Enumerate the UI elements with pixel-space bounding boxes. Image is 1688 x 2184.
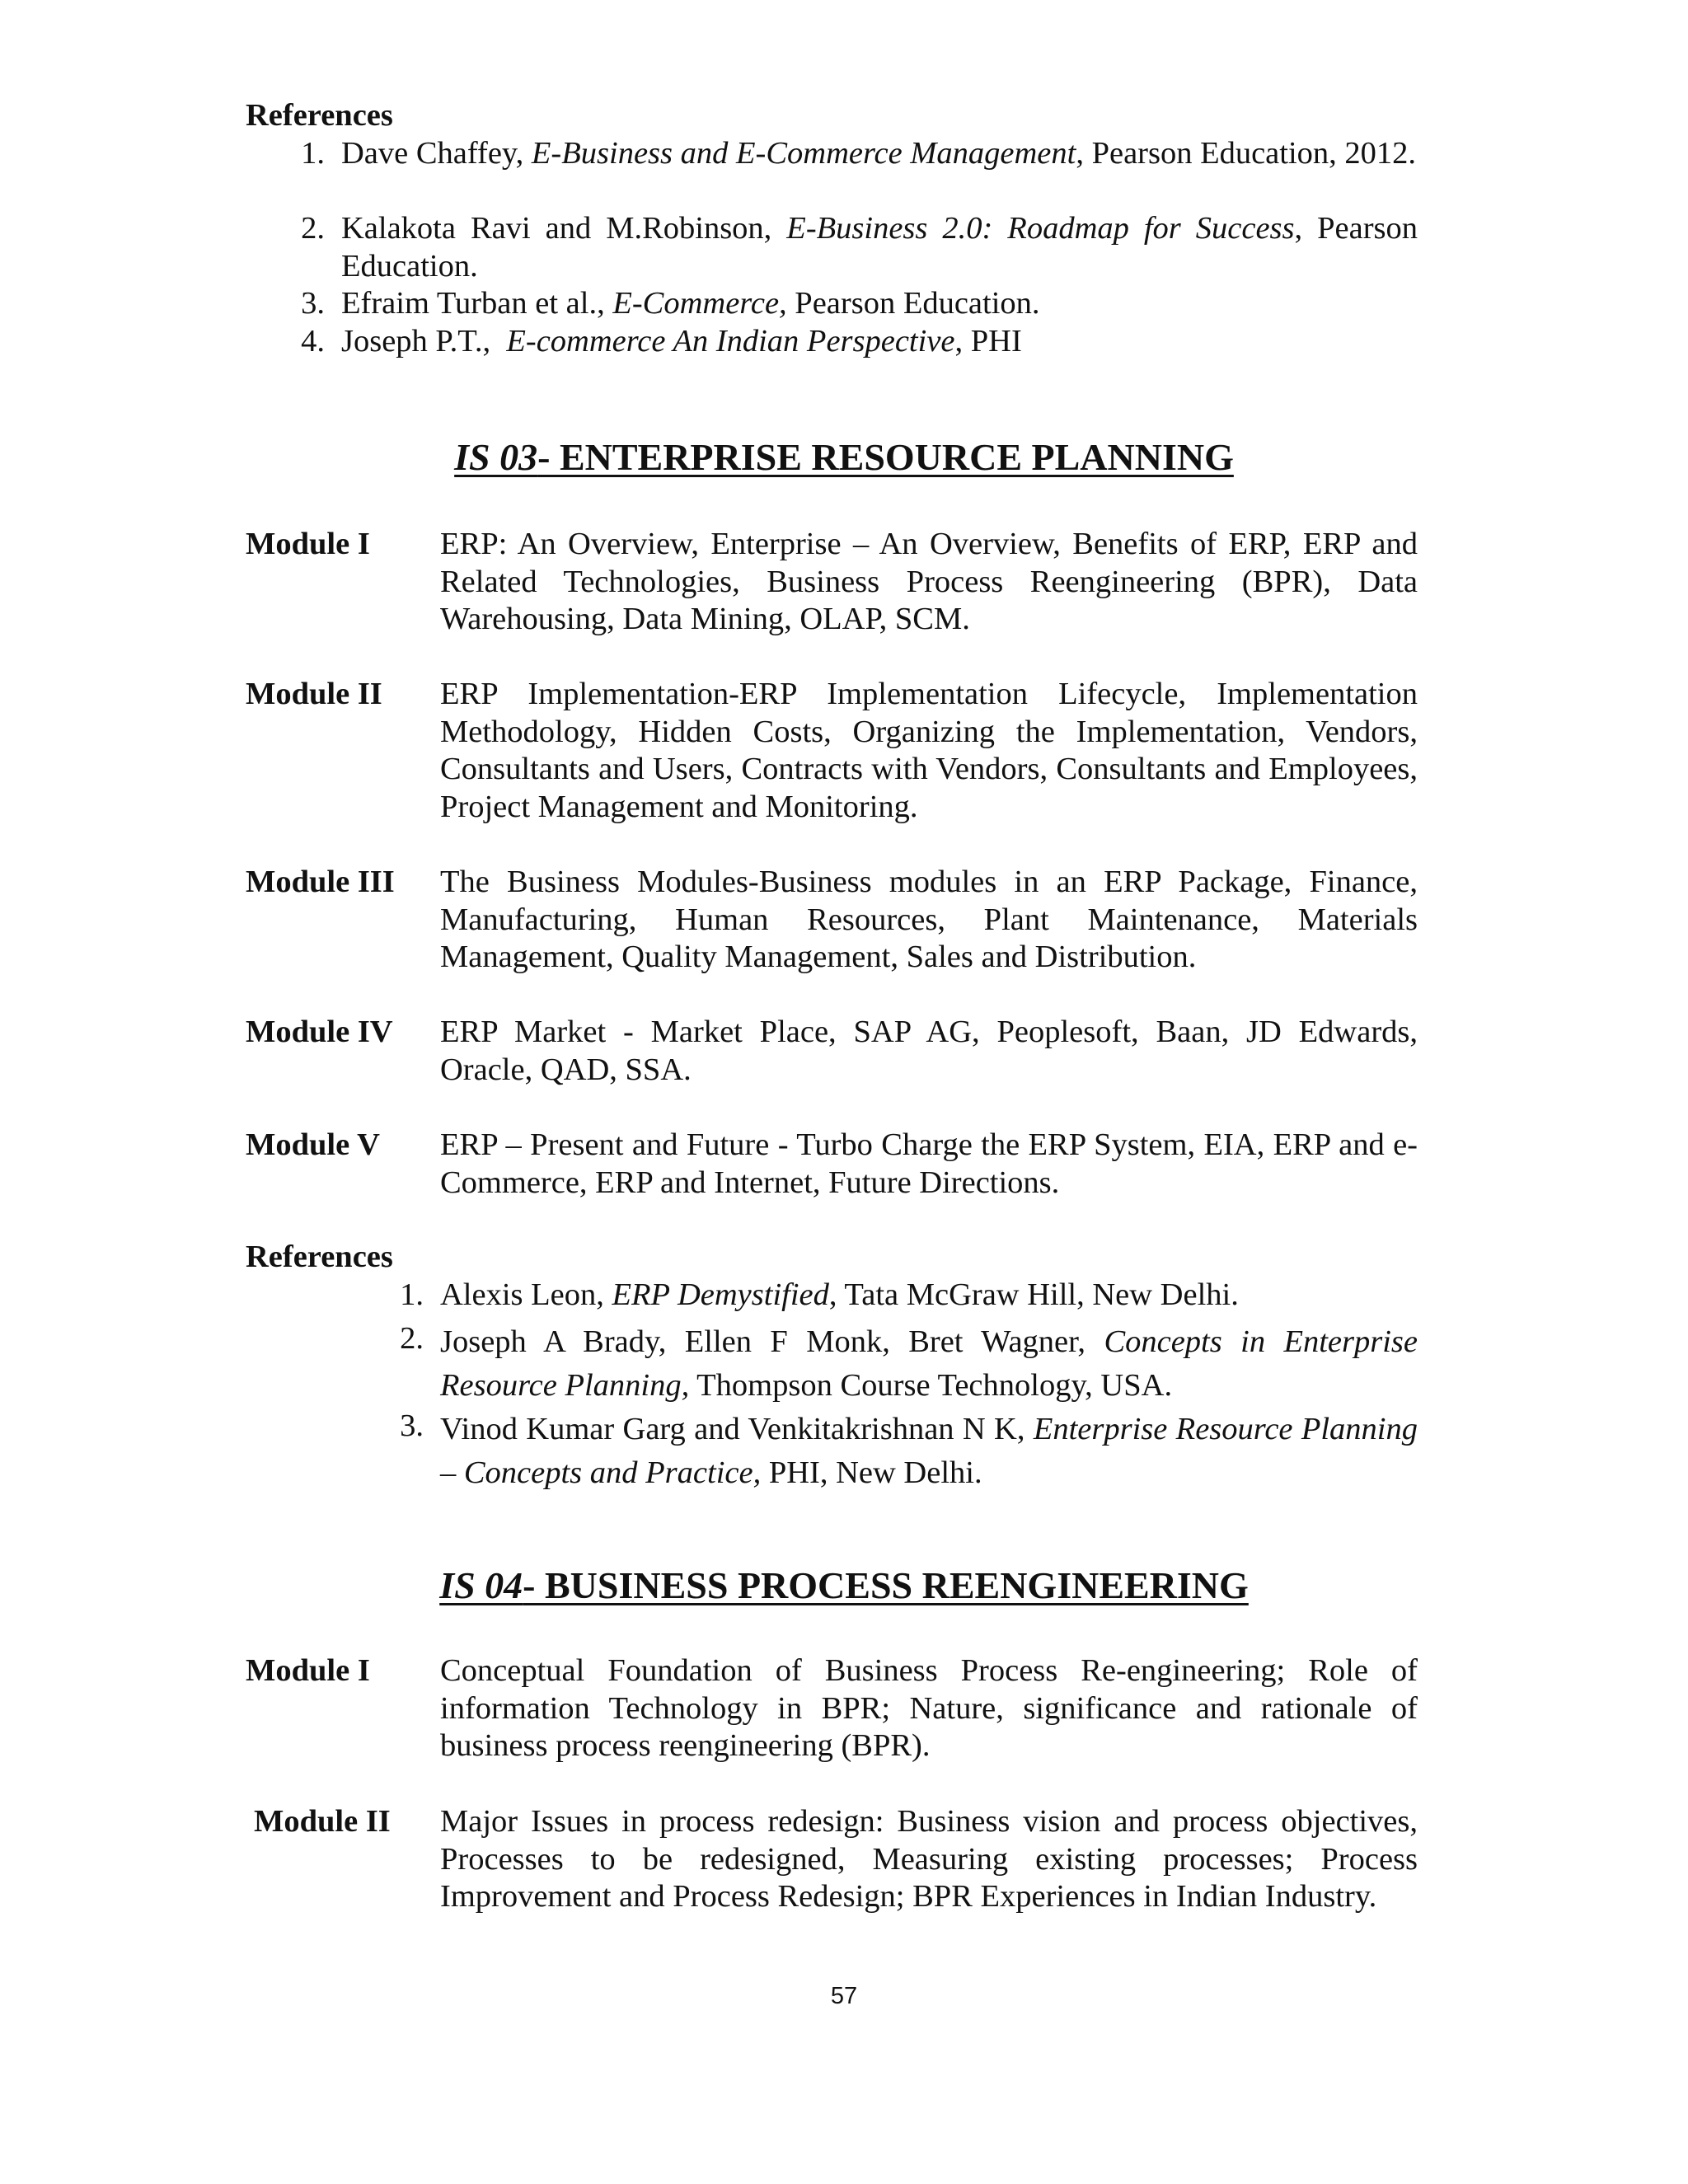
module-label: Module II <box>254 1804 391 1839</box>
module-label: Module III <box>246 865 395 899</box>
module-description: ERP Implementation-ERP Implementation Lifecycle, Implementation Methodology, Hidden Costs, Organizing the Implementation, Vendors, Consultants and Users, Contracts with Vendors, Consultants and Employees, Project Management and Monitoring. <box>440 677 1418 824</box>
reference-text: Vinod Kumar Garg and Venkitakrishnan N K, Enterprise Resource Planning – Concepts and Practice, PHI, New Delhi. <box>440 1412 1418 1490</box>
reference-number: 2. <box>400 1321 424 1356</box>
module-description: ERP Market - Market Place, SAP AG, Peoplesoft, Baan, JD Edwards, Oracle, QAD, SSA. <box>440 1015 1418 1087</box>
section-title-is04: IS 04- BUSINESS PROCESS REENGINEERING <box>439 1564 1249 1606</box>
reference-text: Dave Chaffey, E-Business and E-Commerce Management, Pearson Education, 2012. <box>341 136 1417 171</box>
references-heading-1: References <box>246 98 393 133</box>
page-number: 57 <box>830 1983 858 2009</box>
module-label: Module V <box>246 1127 380 1162</box>
module-description: ERP: An Overview, Enterprise – An Overview, Benefits of ERP, ERP and Related Technologies, Business Process Reengineering (BPR), Data Warehousing, Data Mining, OLAP, SCM. <box>440 527 1418 636</box>
module-label: Module I <box>246 527 370 561</box>
reference-number: 3. <box>400 1408 424 1443</box>
module-description: ERP – Present and Future - Turbo Charge the ERP System, EIA, ERP and e-Commerce, ERP and Internet, Future Directions. <box>440 1127 1418 1200</box>
section-title-is03: IS 03- ENTERPRISE RESOURCE PLANNING <box>454 436 1234 478</box>
module-label: Module I <box>246 1653 370 1688</box>
reference-number: 2. <box>301 211 325 246</box>
module-description: Major Issues in process redesign: Business vision and process objectives, Processes to be redesigned, Measuring existing processes; Process Improvement and Process Redesign; BPR Experiences in Indian Industry. <box>440 1804 1418 1914</box>
reference-text: Joseph A Brady, Ellen F Monk, Bret Wagner, Concepts in Enterprise Resource Planning, Thompson Course Technology, USA. <box>440 1324 1418 1403</box>
references-heading-2: References <box>246 1240 393 1274</box>
reference-text: Alexis Leon, ERP Demystified, Tata McGraw Hill, New Delhi. <box>440 1277 1239 1312</box>
reference-text: Kalakota Ravi and M.Robinson, E-Business 2.0: Roadmap for Success, Pearson Education. <box>341 211 1418 284</box>
module-label: Module II <box>246 677 382 711</box>
module-description: Conceptual Foundation of Business Process Re-engineering; Role of information Technology in BPR; Nature, significance and rationale of business process reengineering (BPR). <box>440 1653 1418 1763</box>
module-description: The Business Modules-Business modules in an ERP Package, Finance, Manufacturing, Human Resources, Plant Maintenance, Materials Management, Quality Management, Sales and Distribution. <box>440 865 1418 974</box>
reference-number: 3. <box>301 286 325 321</box>
reference-text: Joseph P.T., E-commerce An Indian Perspective, PHI <box>341 324 1022 359</box>
reference-number: 1. <box>400 1277 424 1312</box>
reference-number: 1. <box>301 136 325 171</box>
reference-text: Efraim Turban et al., E-Commerce, Pearson Education. <box>341 286 1040 321</box>
module-label: Module IV <box>246 1015 393 1049</box>
reference-number: 4. <box>301 324 325 359</box>
